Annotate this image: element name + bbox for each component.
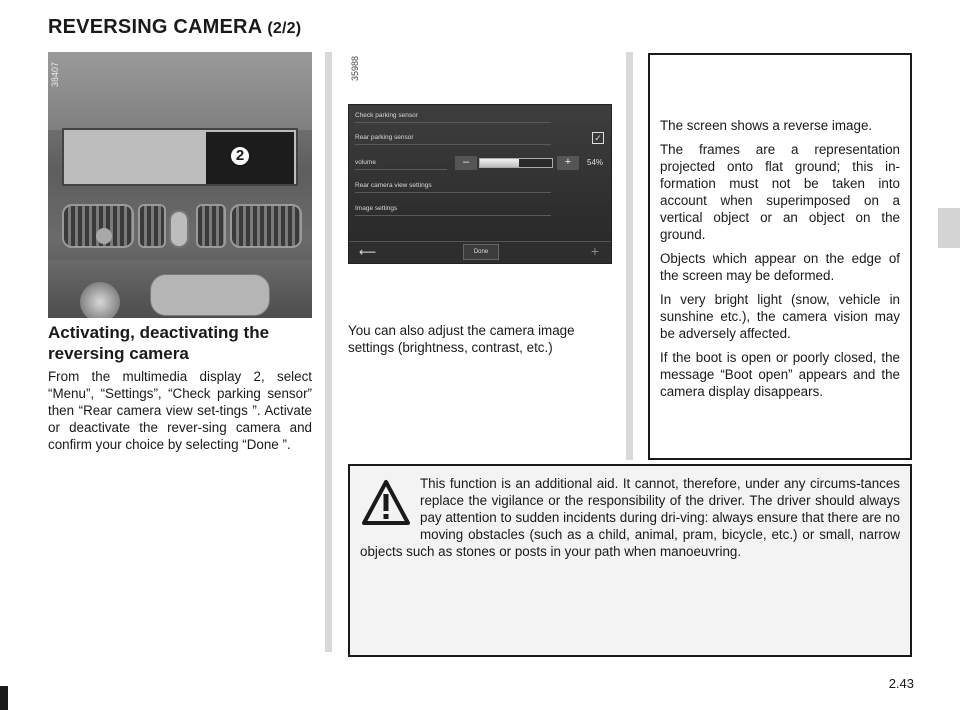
checkbox-checked-icon: ✓	[592, 132, 604, 144]
volume-plus-button: +	[557, 156, 579, 170]
setting-row-check-parking-sensor: Check parking sensor	[355, 112, 551, 123]
screen-ref-number: 35988	[350, 56, 360, 82]
center-vent-right	[196, 204, 226, 248]
info-paragraph: If the boot is open or poorly closed, the message “Boot open” appears and the camera display disappears.	[660, 350, 900, 399]
settings-bottom-bar	[349, 241, 611, 263]
volume-minus-button: –	[455, 156, 477, 170]
multimedia-settings-ui	[348, 104, 612, 264]
info-paragraph: The screen shows a reverse image.	[660, 118, 873, 133]
hazard-button	[169, 210, 189, 248]
callout-marker: 2	[229, 145, 251, 167]
page-title	[48, 16, 301, 39]
page-title-part: (2/2)	[267, 20, 302, 37]
plus-icon: +	[590, 243, 599, 259]
crop-mark	[0, 686, 8, 710]
section-body-text: From the multimedia display 2, select “Menu”, “Settings”, “Check parking sensor” then “Rear camera view set-tings ”. Activate or deactivate the rever-sing camera and confirm your choice by selecting “Done ”.	[48, 369, 312, 452]
back-arrow-icon: ⟵	[359, 245, 377, 259]
page-title-text: REVERSING CAMERA	[48, 16, 262, 38]
done-button: Done	[463, 244, 499, 260]
setting-row-image-settings: Image settings	[355, 205, 551, 216]
warning-box	[348, 464, 912, 657]
info-paragraph: In very bright light (snow, vehicle in sunshine etc.), the camera vision may be adversely affected.	[660, 292, 900, 341]
warning-text: This function is an additional aid. It cannot, therefore, under any circums-tances replace the vigilance or the responsibility of the driver. The driver should always pay attention to sudden incidents during dri-ving: always ensure that there are no moving obstacles (such as a child, animal, pram, bicycle, etc.) or small, narrow objects such as stones or posts in your path when manoeuvring.	[360, 476, 900, 559]
photo-roof	[48, 52, 312, 130]
right-air-vent	[230, 204, 302, 248]
volume-slider-fill	[480, 159, 519, 167]
info-paragraph: Objects which appear on the edge of the screen may be deformed.	[660, 251, 900, 283]
setting-row-rear-camera-view: Rear camera view settings	[355, 182, 551, 193]
column-divider-left	[325, 52, 332, 652]
section-heading: Activating, deactivating the reversing camera	[48, 323, 270, 363]
page-number: 2.43	[888, 676, 914, 691]
camera-settings-note: You can also adjust the camera image settings (brightness, contrast, etc.)	[348, 323, 575, 355]
info-paragraph: The frames are a representation projected onto flat ground; this in-formation must not be taken into account when superimposed on a vertical object or an object on the ground.	[660, 142, 900, 242]
info-box	[648, 53, 912, 460]
dashboard-photo	[48, 52, 312, 318]
column-divider-right	[626, 52, 633, 460]
volume-slider	[479, 158, 553, 168]
volume-percent: 54%	[587, 158, 604, 167]
settings-screen-image	[340, 52, 620, 307]
radio-panel	[150, 274, 270, 316]
vent-knob	[96, 228, 112, 244]
photo-ref-number: 38407	[50, 62, 60, 88]
setting-row-rear-parking-sensor: Rear parking sensor	[355, 134, 551, 145]
chapter-tab	[938, 208, 960, 248]
setting-row-volume: volume	[355, 159, 447, 170]
warning-triangle-icon	[360, 477, 412, 529]
control-dial	[80, 282, 120, 318]
center-vent-left	[138, 204, 166, 248]
